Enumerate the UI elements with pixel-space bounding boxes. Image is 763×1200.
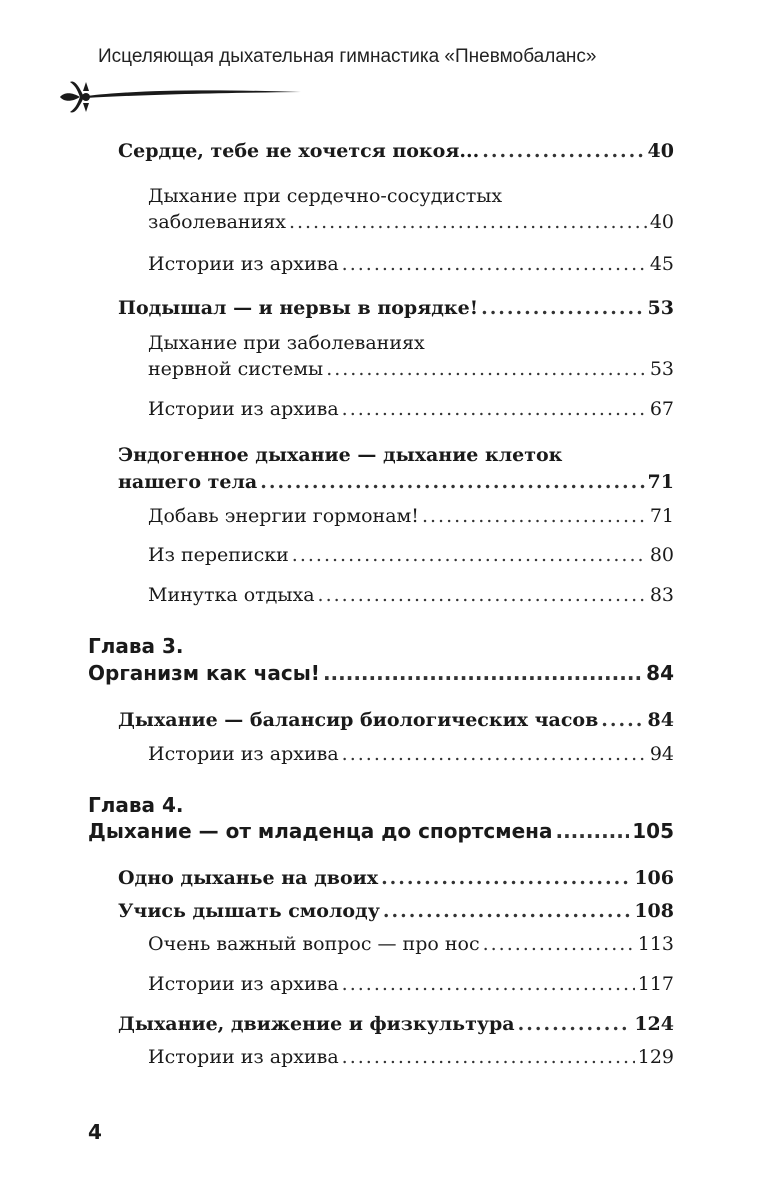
- toc-entry-page: 94: [649, 743, 674, 765]
- leader-dots: [342, 973, 635, 995]
- toc-entry-page: 40: [647, 140, 674, 162]
- toc-entry-page: 67: [649, 398, 674, 420]
- toc-entry-label: Дыхание, движение и физкультура: [118, 1013, 515, 1035]
- toc-entry-page: 106: [634, 867, 674, 889]
- running-header-title: Исцеляющая дыхательная гимнастика «Пневмобаланс»: [98, 46, 597, 67]
- leader-dots: [326, 358, 647, 380]
- toc-entry-label: Истории из архива: [148, 743, 339, 765]
- leader-dots: [342, 1046, 635, 1068]
- toc-entry-label: Истории из архива: [148, 398, 339, 420]
- toc-entry-label: Дыхание — балансир биологических часов: [118, 709, 599, 731]
- toc-entry[interactable]: [118, 140, 674, 162]
- toc-entry-page: 53: [647, 297, 674, 319]
- toc-entry[interactable]: [148, 253, 674, 275]
- toc-chapter-entry[interactable]: [88, 661, 674, 685]
- toc-entry[interactable]: [148, 973, 674, 995]
- toc-entry-label: Истории из архива: [148, 973, 339, 995]
- toc-entry-label: нервной системы: [148, 358, 324, 380]
- toc-entry-page: 53: [649, 358, 674, 380]
- toc-entry-page: 80: [649, 544, 674, 566]
- toc-entry-label: Сердце, тебе не хочется покоя...: [118, 140, 480, 162]
- toc-entry-page: 83: [649, 584, 674, 606]
- leader-dots: [342, 253, 647, 275]
- toc-entry[interactable]: [118, 297, 674, 319]
- toc-entry[interactable]: [118, 867, 674, 889]
- toc-entry[interactable]: [148, 544, 674, 566]
- leader-dots: [555, 819, 629, 843]
- toc-entry-label: Добавь энергии гормонам!: [148, 505, 419, 527]
- toc-entry-page: 124: [634, 1013, 674, 1035]
- toc-entry-label: нашего тела: [118, 471, 258, 493]
- toc-entry[interactable]: [148, 358, 674, 380]
- toc-entry-page: 84: [646, 661, 674, 685]
- toc-entry-page: 108: [634, 900, 674, 922]
- leader-dots: [601, 709, 644, 731]
- toc-entry-label-line: Дыхание при заболеваниях: [148, 332, 425, 354]
- toc-entry-page: 45: [649, 253, 674, 275]
- toc-entry[interactable]: [148, 584, 674, 606]
- toc-entry[interactable]: [118, 709, 674, 731]
- toc-entry-label: Очень важный вопрос — про нос: [148, 933, 480, 955]
- toc-entry-label: Одно дыханье на двоих: [118, 867, 379, 889]
- leader-dots: [323, 661, 643, 685]
- toc-entry[interactable]: [118, 900, 674, 922]
- ornament-divider-icon: [56, 76, 306, 116]
- chapter-heading: Глава 3.: [88, 634, 184, 658]
- leader-dots: [483, 933, 635, 955]
- toc-entry-page: 113: [637, 933, 674, 955]
- leader-dots: [482, 140, 644, 162]
- toc-chapter-entry[interactable]: [88, 819, 674, 843]
- toc-entry[interactable]: [118, 1013, 674, 1035]
- page-number: 4: [88, 1120, 102, 1144]
- leader-dots: [260, 471, 644, 493]
- toc-entry[interactable]: [148, 1046, 674, 1068]
- toc-entry-label: Организм как часы!: [88, 661, 320, 685]
- toc-entry-label-line: Эндогенное дыхание — дыхание клеток: [118, 444, 563, 466]
- chapter-heading: Глава 4.: [88, 793, 184, 817]
- toc-entry-page: 129: [637, 1046, 674, 1068]
- toc-entry-page: 84: [647, 709, 674, 731]
- toc-entry[interactable]: [118, 471, 674, 493]
- toc-entry-label: Минутка отдыха: [148, 584, 315, 606]
- toc-entry[interactable]: [148, 398, 674, 420]
- toc-entry-label: Из переписки: [148, 544, 289, 566]
- leader-dots: [422, 505, 647, 527]
- leader-dots: [518, 1013, 632, 1035]
- toc-entry[interactable]: [148, 505, 674, 527]
- leader-dots: [289, 211, 647, 233]
- toc-entry[interactable]: [148, 933, 674, 955]
- toc-entry[interactable]: [148, 743, 674, 765]
- leader-dots: [481, 297, 644, 319]
- leader-dots: [342, 743, 647, 765]
- toc-entry-page: 117: [637, 973, 674, 995]
- toc-entry-label-line: Дыхание при сердечно-сосудистых: [148, 185, 503, 207]
- leader-dots: [318, 584, 647, 606]
- toc-entry-page: 71: [647, 471, 674, 493]
- toc-entry-page: 71: [649, 505, 674, 527]
- toc-entry[interactable]: [148, 211, 674, 233]
- toc-entry-label: Дыхание — от младенца до спортсмена: [88, 819, 553, 843]
- toc-entry-label: Учись дышать смолоду: [118, 900, 380, 922]
- toc-entry-page: 40: [649, 211, 674, 233]
- toc-entry-label: заболеваниях: [148, 211, 286, 233]
- toc-entry-label: Истории из архива: [148, 253, 339, 275]
- leader-dots: [342, 398, 647, 420]
- toc-entry-label: Подышал — и нервы в порядке!: [118, 297, 479, 319]
- toc-entry-page: 105: [632, 819, 674, 843]
- toc-entry-label: Истории из архива: [148, 1046, 339, 1068]
- leader-dots: [383, 900, 631, 922]
- leader-dots: [292, 544, 647, 566]
- leader-dots: [381, 867, 631, 889]
